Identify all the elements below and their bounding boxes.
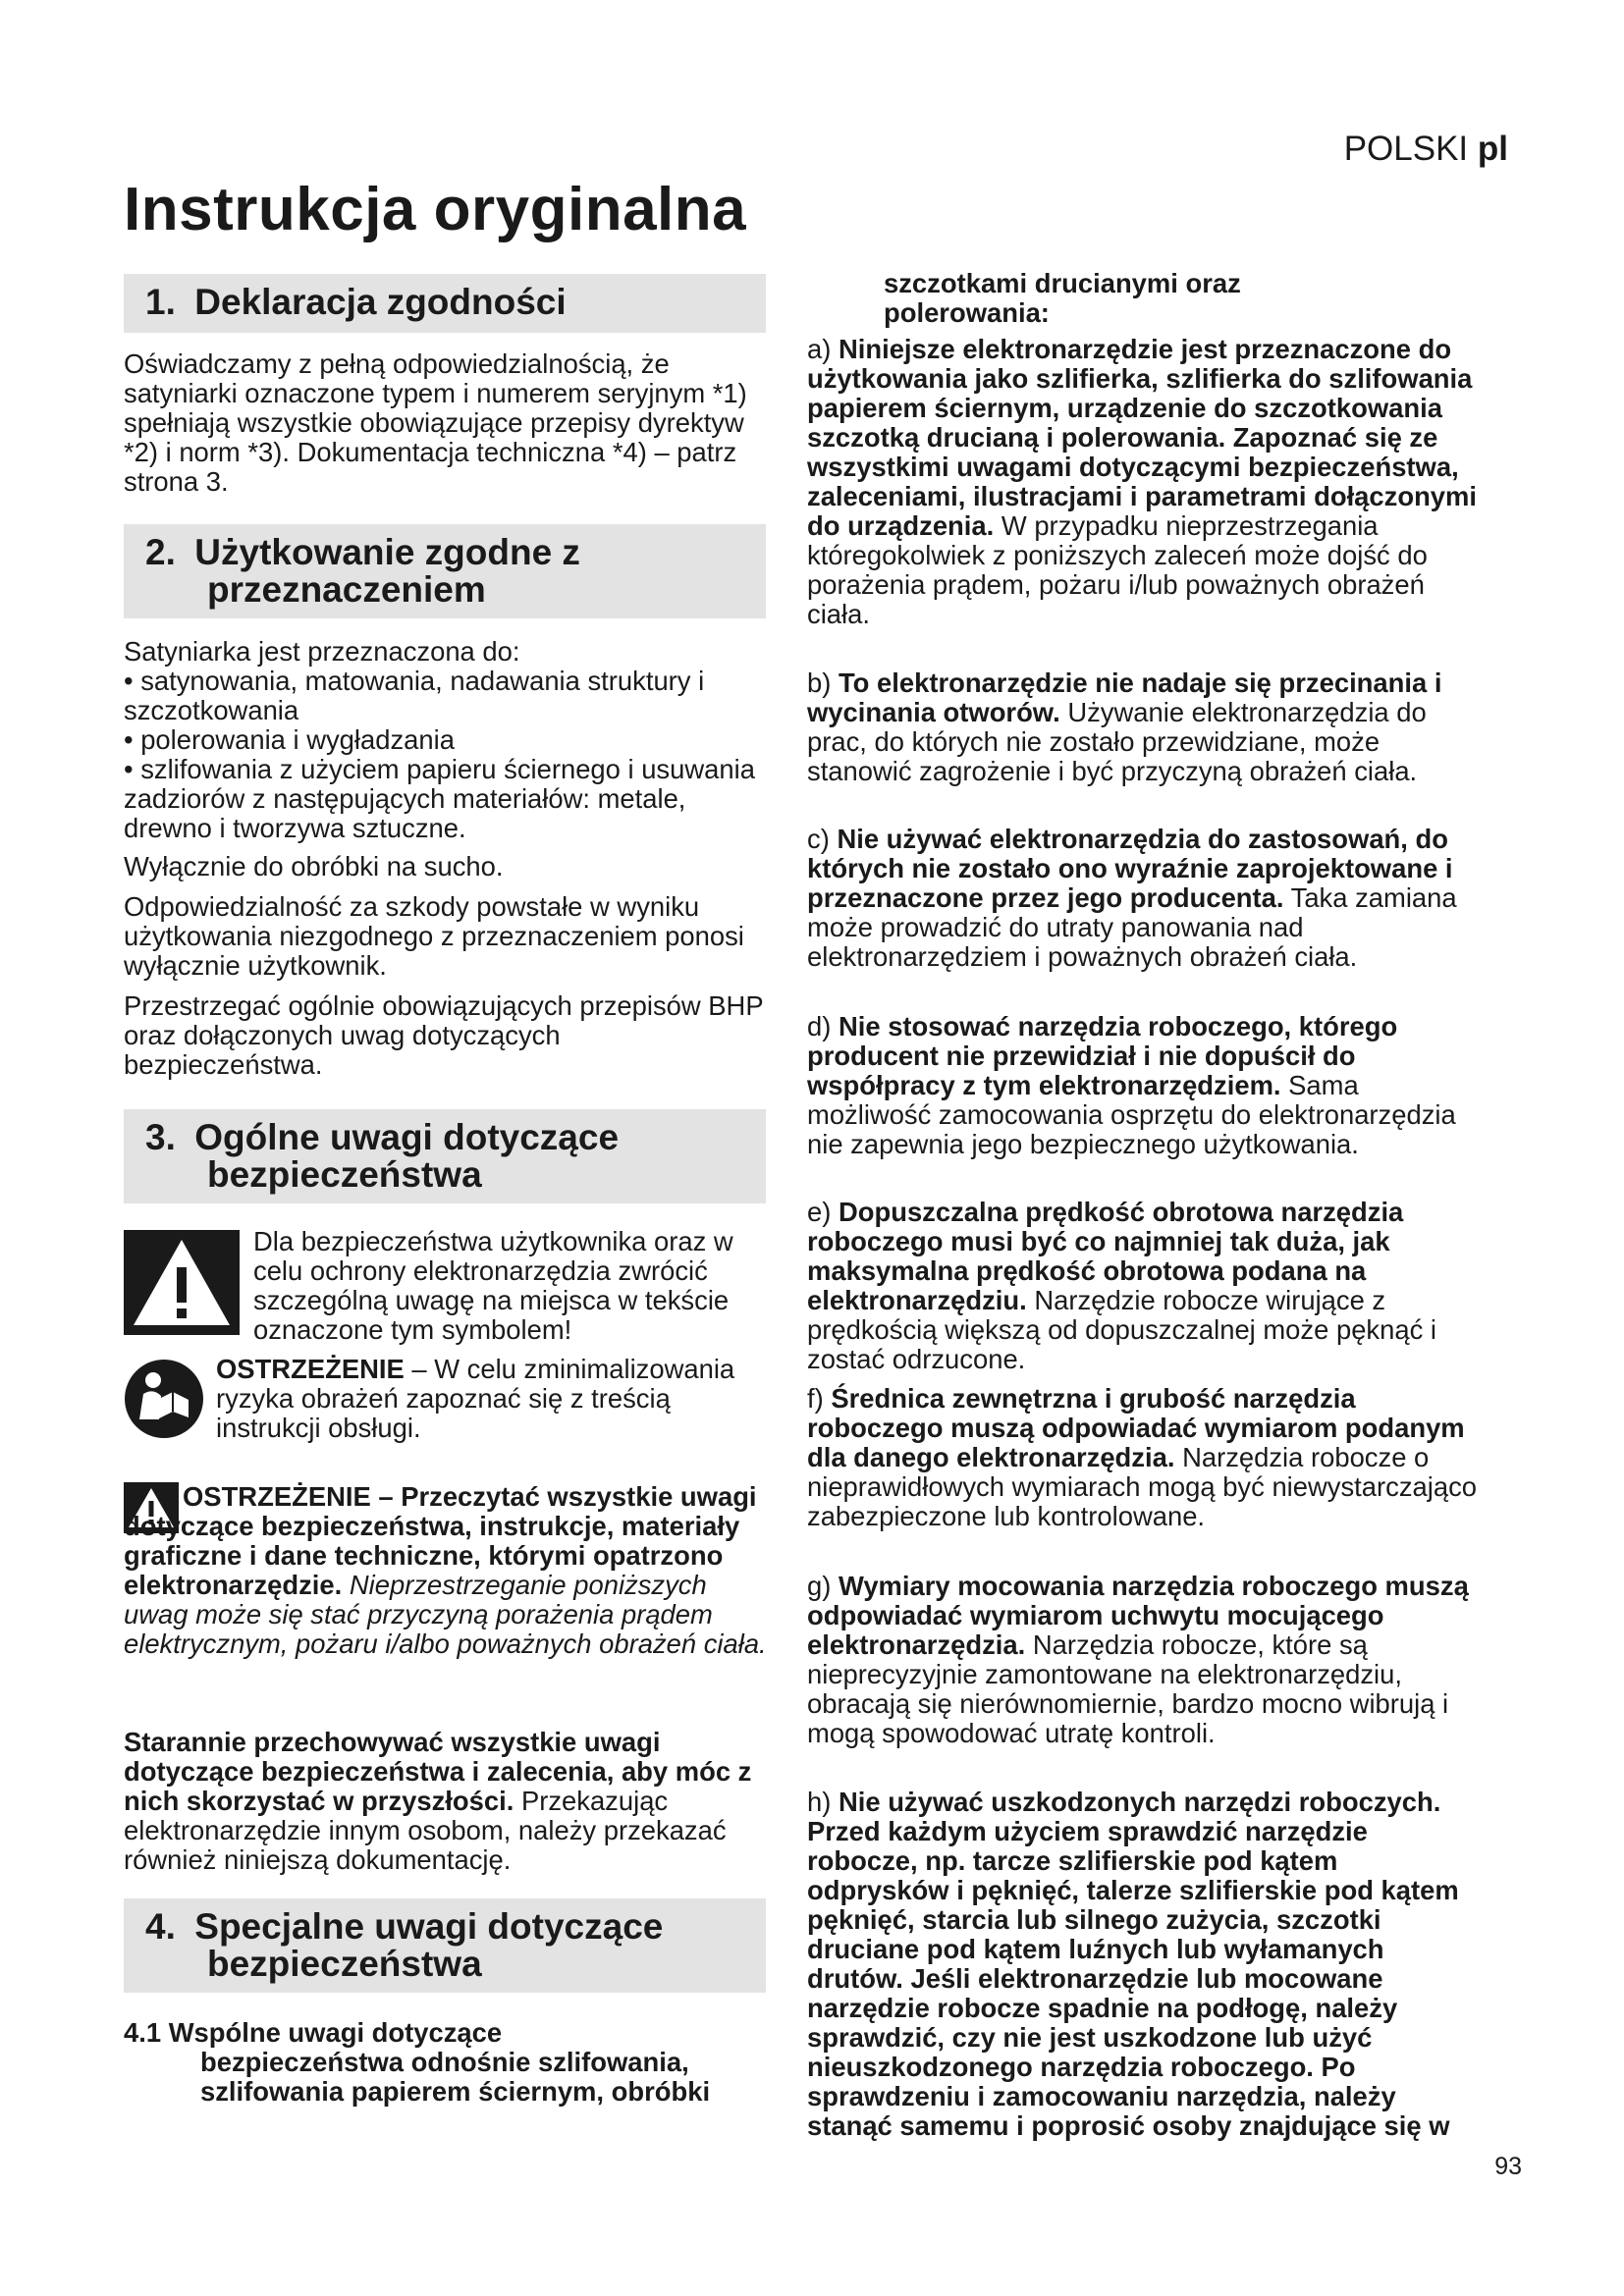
item-e-label: e) <box>807 1197 832 1227</box>
warning-triangle-icon <box>124 1230 240 1335</box>
subsection-4-1-line-3: szlifowania papierem ściernym, obróbki <box>200 2076 711 2107</box>
page-title: Instrukcja oryginalna <box>124 176 747 243</box>
item-g-text: Narzędzia robocze, które są nieprecyzyjnie zamontowane na elektronarzędziu, obracają się nierównomiernie, bardzo mocno wibrują i mogą spowodować utratę kontroli. <box>807 1629 1449 1748</box>
general-warning-bold: OSTRZEŻENIE – Przeczytać wszystkie uwagi dotyczące bezpieczeństwa, instrukcje, materiały graficzne i dane techniczne, którymi opatrzono elektronarzędzie. <box>124 1481 757 1600</box>
section-1-number: 1. <box>145 282 176 322</box>
item-c <box>807 825 1479 972</box>
read-manual-icon <box>124 1359 204 1439</box>
item-b-bold: To elektronarzędzie nie nadaje się przecinania i wycinania otworów. <box>807 667 1442 727</box>
keep-instructions-text: Przekazując elektronarzędzie innym osobom, należy przekazać również niniejszą dokumentację. <box>124 1786 727 1875</box>
subsection-4-1-line-5: polerowania: <box>884 297 1050 328</box>
section-3-title-line2: bezpieczeństwa <box>207 1153 482 1195</box>
section-1-body: Oświadczamy z pełną odpowiedzialnością, że satyniarki oznaczone typem i numerem seryjnym *1) spełniają wszystkie obowiązujące przepisy dyrektyw *2) i norm *3). Dokumentacja techniczna *4) – patrz strona 3. <box>124 348 747 497</box>
page-number: 93 <box>1494 2153 1522 2180</box>
item-h <box>807 1788 1479 2141</box>
section-2-liability: Odpowiedzialność za szkody powstałe w wyniku użytkowania niezgodnego z przeznaczeniem ponosi wyłącznie użytkownik. <box>124 891 744 981</box>
subsection-4-1-line-4: szczotkami drucianymi oraz <box>884 268 1241 298</box>
section-2-bhp: Przestrzegać ogólnie obowiązujących przepisów BHP oraz dołączonych uwag dotyczących bezpieczeństwa. <box>124 990 764 1080</box>
subsection-4-1-line-1 <box>124 2018 772 2048</box>
section-3-title-line1: Ogólne uwagi dotyczące <box>194 1117 620 1157</box>
section-3-heading <box>124 1109 766 1203</box>
manual-warning-label: OSTRZEŻENIE <box>216 1354 405 1384</box>
item-b <box>807 668 1479 786</box>
item-d-label: d) <box>807 1011 832 1041</box>
subsection-4-1-title-1: Wspólne uwagi dotyczące <box>168 2017 503 2048</box>
language-name: POLSKI <box>1343 130 1469 168</box>
item-f <box>807 1384 1479 1531</box>
section-1-heading <box>124 274 766 333</box>
item-d-text: Sama możliwość zamocowania osprzętu do elektronarzędzia nie zapewnia jego bezpiecznego użytkowania. <box>807 1070 1456 1159</box>
section-1-title: Deklaracja zgodności <box>194 282 567 322</box>
section-2-bullet-2: • polerowania i wygładzania <box>124 724 455 755</box>
language-code: pl <box>1477 130 1508 168</box>
item-g <box>807 1572 1479 1748</box>
section-3-keep-instructions <box>124 1728 778 1875</box>
section-2-intro: Satyniarka jest przeznaczona do: <box>124 636 520 667</box>
subsection-4-1-line-2: bezpieczeństwa odnośnie szlifowania, <box>200 2047 689 2077</box>
item-d <box>807 1012 1479 1159</box>
item-h-bold: Nie używać uszkodzonych narzędzi roboczych. Przed każdym użyciem sprawdzić narzędzie robocze, np. tarcze szlifierskie pod kątem odprysków i pęknięć, talerze szlifierskie pod kątem pęknięć, starcia lub silnego zużycia, szczotki druciane pod kątem luźnych lub wyłamanych drutów. Jeśli elektronarzędzie lub mocowane narzędzie robocze spadnie na podłogę, należy sprawdzić, czy nie jest uszkodzone lub użyć nieuszkodzonego narzędzia roboczego. Po sprawdzeniu i zamocowaniu narzędzia, należy stanąć samemu i poprosić osoby znajdujące się w <box>807 1787 1459 2141</box>
general-warning-italic: Nieprzestrzeganie poniższych uwag może się stać przyczyną porażenia prądem elektrycznym, pożaru i/albo poważnych obrażeń ciała. <box>124 1570 767 1659</box>
item-a-bold: Niniejsze elektronarzędzie jest przeznaczone do użytkowania jako szlifierka, szlifierka do szlifowania papierem ściernym, urządzenie do szczotkowania szczotką drucianą i polerowania. Zapoznać się ze wszystkimi uwagami dotyczącymi bezpieczeństwa, zaleceniami, ilustracjami i parametrami dołączonymi do urządzenia. <box>807 334 1477 541</box>
item-e-bold: Dopuszczalna prędkość obrotowa narzędzia roboczego musi być co najmniej tak duża, jak maksymalna prędkość obrotowa podana na elektronarzędziu. <box>807 1197 1404 1315</box>
section-4-number: 4. <box>145 1906 176 1947</box>
section-2-heading <box>124 524 766 618</box>
section-4-heading <box>124 1898 766 1993</box>
item-g-label: g) <box>807 1571 832 1601</box>
item-b-label: b) <box>807 667 832 698</box>
item-c-text: Taka zamiana może prowadzić do utraty panowania nad elektronarzędziem i poważnych obrażeń ciała. <box>807 882 1457 972</box>
section-2-title-line1: Użytkowanie zgodne z <box>194 532 580 572</box>
section-2-bullet-1: • satynowania, matowania, nadawania struktury i szczotkowania <box>124 666 705 725</box>
item-f-bold: Średnica zewnętrzna i grubość narzędzia roboczego muszą odpowiadać wymiarom podanym dla danego elektronarzędzia. <box>807 1383 1465 1472</box>
item-f-text: Narzędzia robocze o nieprawidłowych wymiarach mogą być niewystarczająco zabezpieczone lub kontrolowane. <box>807 1442 1477 1531</box>
subsection-4-1-number: 4.1 <box>124 2017 162 2048</box>
section-3-number: 3. <box>145 1117 176 1157</box>
section-2-title-line2: przeznaczeniem <box>207 568 486 610</box>
section-4-title-line2: bezpieczeństwa <box>207 1943 482 1984</box>
item-f-label: f) <box>807 1383 824 1414</box>
language-label <box>1344 130 1508 169</box>
section-2-bullet-3: • szlifowania z użyciem papieru ściernego i usuwania zadziorów z następujących materiałów: metale, drewno i tworzywa sztuczne. <box>124 754 755 843</box>
section-2-dry-use: Wyłącznie do obróbki na sucho. <box>124 851 504 881</box>
item-h-label: h) <box>807 1787 832 1817</box>
item-a <box>807 335 1479 629</box>
item-a-label: a) <box>807 334 832 364</box>
keep-instructions-bold: Starannie przechowywać wszystkie uwagi dotyczące bezpieczeństwa i zalecenia, aby móc z nich skorzystać w przyszłości. <box>124 1727 752 1816</box>
manual-warning-text: – W celu zminimalizowania ryzyka obrażeń zapoznać się z treścią instrukcji obsługi. <box>216 1354 735 1443</box>
item-d-bold: Nie stosować narzędzia roboczego, którego producent nie przewidział i nie dopuścił do współpracy z tym elektronarzędziem. <box>807 1011 1398 1100</box>
section-3-symbol-text: Dla bezpieczeństwa użytkownika oraz w celu ochrony elektronarzędzia zwrócić szczególną uwagę na miejsca w tekście oznaczone tym symbolem! <box>253 1226 733 1345</box>
section-3-manual-warning <box>216 1355 776 1443</box>
item-a-text: W przypadku nieprzestrzegania któregokolwiek z poniższych zaleceń może dojść do porażenia prądem, pożaru i/lub poważnych obrażeń ciała. <box>807 510 1428 629</box>
item-e <box>807 1198 1479 1374</box>
item-c-bold: Nie używać elektronarzędzia do zastosowań, do których nie zostało ono wyraźnie zaprojektowane i przeznaczone przez jego producenta. <box>807 824 1453 913</box>
section-2-number: 2. <box>145 532 176 572</box>
section-3-general-warning <box>124 1482 772 1659</box>
item-b-text: Używanie elektronarzędzia do prac, do których nie zostało przewidziane, może stanowić zagrożenie i być przyczyną obrażeń ciała. <box>807 697 1427 786</box>
item-c-label: c) <box>807 824 830 854</box>
item-g-bold: Wymiary mocowania narzędzia roboczego muszą odpowiadać wymiarom uchwytu mocującego elektronarzędzia. <box>807 1571 1469 1660</box>
item-e-text: Narzędzie robocze wirujące z prędkością większą od dopuszczalnej może pęknąć i zostać odrzucone. <box>807 1285 1436 1374</box>
section-4-title-line1: Specjalne uwagi dotyczące <box>194 1906 664 1947</box>
